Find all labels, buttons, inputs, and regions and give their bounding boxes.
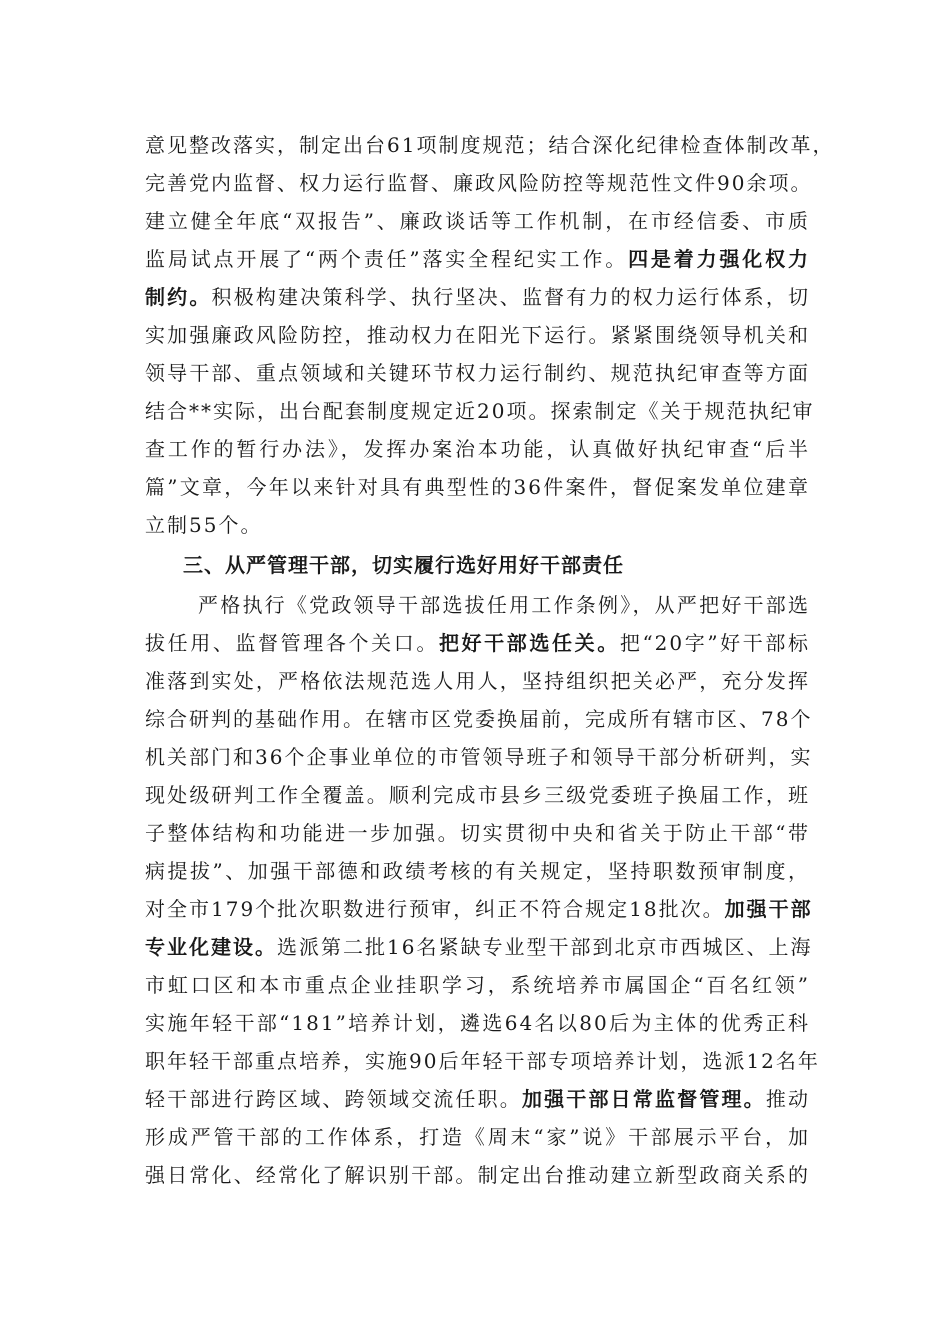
paragraph-line: 子整体结构和功能进一步加强。切实贯彻中央和省关于防止干部“带 bbox=[145, 821, 810, 845]
line-text: 推动 bbox=[765, 1087, 811, 1111]
bold-subheading: 把好干部选任关。 bbox=[438, 631, 620, 655]
paragraph-line: 建立健全年底“双报告”、廉政谈话等工作机制，在市经信委、市质 bbox=[145, 209, 810, 233]
paragraph-line: 强日常化、经常化了解识别干部。制定出台推动建立新型政商关系的 bbox=[145, 1163, 810, 1187]
paragraph-line: 结合**实际，出台配套制度规定近20项。探索制定《关于规范执纪审 bbox=[145, 399, 815, 423]
paragraph-line: 领导干部、重点领域和关键环节权力运行制约、规范执纪审查等方面 bbox=[145, 361, 810, 385]
paragraph-line bbox=[145, 245, 810, 273]
paragraph-line: 立制55个。 bbox=[145, 513, 263, 537]
paragraph-line: 完善党内监督、权力运行监督、廉政风险防控等规范性文件90余项。 bbox=[145, 171, 813, 195]
line-text: 轻干部进行跨区域、跨领域交流任职。 bbox=[145, 1087, 522, 1111]
bold-subheading: 专业化建设。 bbox=[145, 935, 277, 959]
paragraph-line: 实加强廉政风险防控，推动权力在阳光下运行。紧紧围绕领导机关和 bbox=[145, 323, 810, 347]
paragraph-line bbox=[145, 1085, 810, 1113]
section-heading: 三、从严管理干部，切实履行选好用好干部责任 bbox=[183, 553, 624, 577]
line-text: 选派第二批16名紧缺专业型干部到北京市西城区、上海 bbox=[277, 935, 813, 959]
paragraph-line bbox=[145, 283, 810, 311]
paragraph-line: 严格执行《党政领导干部选拔任用工作条例》，从严把好干部选 bbox=[198, 593, 810, 617]
paragraph-line: 职年轻干部重点培养，实施90后年轻干部专项培养计划，选派12名年 bbox=[145, 1049, 820, 1073]
paragraph-line bbox=[145, 629, 810, 657]
paragraph-line: 综合研判的基础作用。在辖市区党委换届前，完成所有辖市区、78个 bbox=[145, 707, 813, 731]
paragraph-line: 现处级研判工作全覆盖。顺利完成市县乡三级党委班子换届工作，班 bbox=[145, 783, 810, 807]
line-text: 拔任用、监督管理各个关口。 bbox=[145, 631, 439, 655]
paragraph-line: 查工作的暂行办法》，发挥办案治本功能，认真做好执纪审查“后半 bbox=[145, 437, 810, 461]
line-text: 对全市179个批次职数进行预审，纠正不符合规定18批次。 bbox=[145, 897, 725, 921]
line-text: 监局试点开展了“两个责任”落实全程纪实工作。 bbox=[145, 247, 629, 271]
paragraph-line: 意见整改落实，制定出台61项制度规范；结合深化纪律检查体制改革， bbox=[145, 133, 835, 157]
paragraph-line: 实施年轻干部“181”培养计划，遴选64名以80后为主体的优秀正科 bbox=[145, 1011, 810, 1035]
bold-subheading: 加强干部日常监督管理。 bbox=[521, 1087, 766, 1111]
paragraph-line: 病提拔”、加强干部德和政绩考核的有关规定，坚持职数预审制度， bbox=[145, 859, 810, 883]
line-text: 积极构建决策科学、执行坚决、监督有力的权力运行体系，切 bbox=[211, 285, 811, 309]
paragraph-line: 机关部门和36个企事业单位的市管领导班子和领导干部分析研判，实 bbox=[145, 745, 813, 769]
bold-subheading: 加强干部 bbox=[724, 897, 813, 921]
paragraph-line: 市虹口区和本市重点企业挂职学习，系统培养市属国企“百名红领” bbox=[145, 973, 810, 997]
bold-subheading: 四是着力强化权力 bbox=[628, 247, 811, 271]
paragraph-line bbox=[145, 933, 813, 961]
paragraph-line: 准落到实处，严格依法规范选人用人，坚持组织把关必严，充分发挥 bbox=[145, 669, 810, 693]
paragraph-line: 篇”文章，今年以来针对具有典型性的36件案件，督促案发单位建章 bbox=[145, 475, 810, 499]
paragraph-line bbox=[145, 895, 813, 923]
paragraph-line: 形成严管干部的工作体系，打造《周末“家”说》干部展示平台，加 bbox=[145, 1125, 810, 1149]
bold-subheading: 制约。 bbox=[145, 285, 212, 309]
line-text: 把“20字”好干部标 bbox=[619, 631, 810, 655]
